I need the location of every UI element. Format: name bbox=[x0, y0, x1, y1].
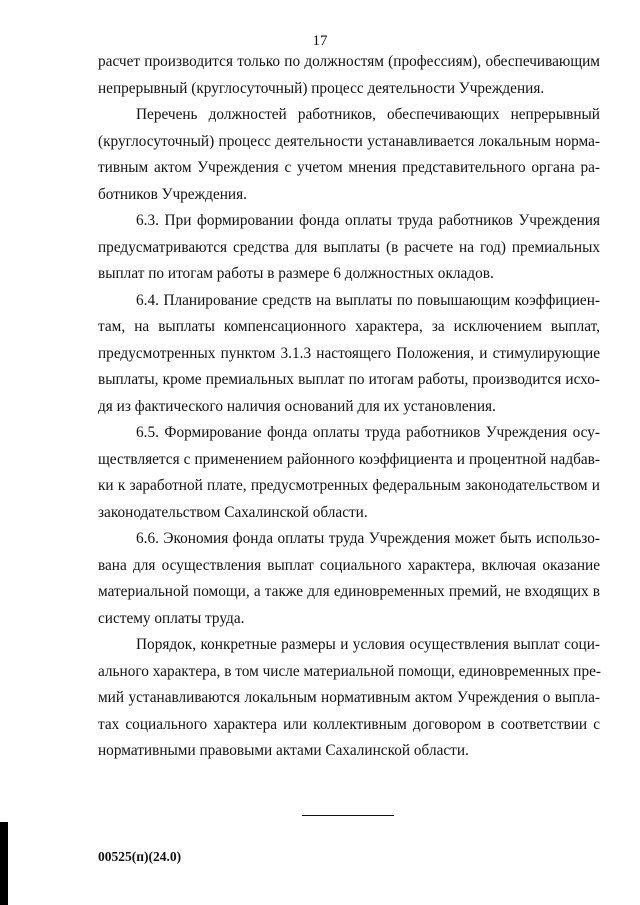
text-line: 6.3. При формировании фонда оплаты труда работников Учреждения bbox=[136, 212, 600, 229]
text-line: материальной помощи, а также для единовременных премий, не входящих в bbox=[98, 583, 600, 600]
text-line: ального характера, в том числе материальной помощи, единовременных пре- bbox=[98, 663, 602, 680]
text-line: ботников Учреждения. bbox=[98, 186, 247, 203]
text-line: (круглосуточный) процесс деятельности устанавливается локальным норма- bbox=[98, 133, 600, 150]
text-line: систему оплаты труда. bbox=[98, 610, 245, 627]
text-line: непрерывный (круглосуточный) процесс деятельности Учреждения. bbox=[98, 80, 545, 97]
text-line: 6.5. Формирование фонда оплаты труда работников Учреждения осу- bbox=[136, 424, 600, 441]
text-line: дя из фактического наличия оснований для их установления. bbox=[98, 398, 496, 415]
text-line: выплаты, кроме премиальных выплат по итогам работы, производится исхо- bbox=[98, 371, 600, 388]
text-line: предусматриваются средства для выплаты (в расчете на год) премиальных bbox=[98, 239, 600, 256]
text-line: вана для осуществления выплат социального характера, включая оказание bbox=[98, 557, 600, 574]
text-line: нормативными правовыми актами Сахалинской области. bbox=[98, 742, 469, 759]
text-line: 6.6. Экономия фонда оплаты труда Учреждения может быть использо- bbox=[136, 530, 600, 547]
page-number: 17 bbox=[312, 33, 328, 49]
footer-divider bbox=[302, 815, 394, 816]
scan-edge-mark bbox=[0, 822, 8, 905]
text-line: 6.4. Планирование средств на выплаты по повышающим коэффициен- bbox=[136, 292, 600, 309]
text-line: тивным актом Учреждения с учетом мнения представительного органа ра- bbox=[98, 159, 600, 176]
text-line: тах социального характера или коллективным договором в соответствии с bbox=[98, 716, 600, 733]
text-line: Перечень должностей работников, обеспечивающих непрерывный bbox=[136, 106, 600, 123]
text-line: ществляется с применением районного коэффициента и процентной надбав- bbox=[98, 451, 600, 468]
text-line: мий устанавливаются локальным нормативным актом Учреждения о выпла- bbox=[98, 689, 600, 706]
document-code: 00525(п)(24.0) bbox=[98, 849, 182, 864]
text-line: расчет производится только по должностям (профессиям), обеспечивающим bbox=[98, 53, 600, 70]
text-line: ки к заработной плате, предусмотренных федеральным законодательством и bbox=[98, 477, 600, 494]
text-line: предусмотренных пунктом 3.1.3 настоящего Положения, и стимулирующие bbox=[98, 345, 600, 362]
text-line: выплат по итогам работы в размере 6 должностных окладов. bbox=[98, 265, 494, 282]
text-line: Порядок, конкретные размеры и условия осуществления выплат соци- bbox=[136, 636, 600, 653]
text-line: законодательством Сахалинской области. bbox=[98, 504, 368, 521]
text-line: там, на выплаты компенсационного характера, за исключением выплат, bbox=[98, 318, 600, 335]
